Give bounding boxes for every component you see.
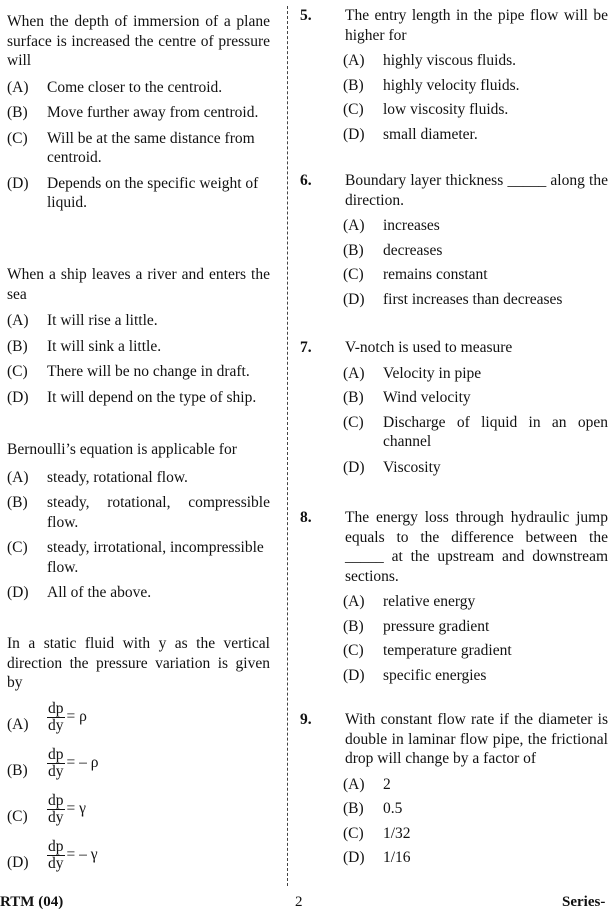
question-3-option-d[interactable]: (D) All of the above. bbox=[7, 584, 152, 601]
question-6 bbox=[300, 171, 608, 309]
question-5-option-d[interactable]: (D) small diameter. bbox=[343, 125, 478, 143]
question-9-option-c[interactable]: (C) 1/32 bbox=[343, 824, 411, 842]
question-6-option-d[interactable]: (D) first increases than decreases bbox=[343, 290, 563, 308]
question-7-number: 7. bbox=[300, 339, 312, 356]
derivative-fraction: $\frac{dp}{dy}$ bbox=[48, 745, 64, 780]
question-6-option-a[interactable]: (A) increases bbox=[343, 217, 440, 234]
question-8-option-d[interactable]: (D) specific energies bbox=[343, 666, 487, 684]
question-1 bbox=[7, 12, 270, 213]
column-divider bbox=[287, 6, 288, 886]
question-8-option-c[interactable]: (C) temperature gradient bbox=[343, 642, 512, 659]
question-1-option-c[interactable]: (C) Will be at the same distance from centroid. bbox=[7, 129, 255, 166]
question-4-option-c[interactable]: (C) $\frac{dp}{dy}$ = γ bbox=[7, 791, 86, 826]
derivative-fraction: $\frac{dp}{dy}$ bbox=[48, 699, 64, 734]
question-6-option-c[interactable]: (C) remains constant bbox=[343, 266, 488, 283]
question-2-option-c[interactable]: (C) There will be no change in draft. bbox=[7, 363, 250, 380]
question-9 bbox=[300, 710, 608, 868]
question-9-stem: With constant flow rate if the diameter is double in laminar flow pipe, the frictional drop will change by a factor of bbox=[345, 711, 608, 767]
question-8-option-a[interactable]: (A) relative energy bbox=[343, 593, 476, 610]
question-6-option-b[interactable]: (B) decreases bbox=[343, 241, 443, 259]
question-3-option-a[interactable]: (A) steady, rotational flow. bbox=[7, 468, 188, 486]
question-7-option-d[interactable]: (D) Viscosity bbox=[343, 458, 441, 476]
question-9-option-a[interactable]: (A) 2 bbox=[343, 775, 391, 793]
question-7-stem: V-notch is used to measure bbox=[345, 339, 513, 356]
question-8 bbox=[300, 508, 608, 685]
question-2-option-d[interactable]: (D) It will depend on the type of ship. bbox=[7, 388, 257, 406]
footer-series: Series- bbox=[562, 894, 606, 910]
question-9-option-b[interactable]: (B) 0.5 bbox=[343, 800, 403, 817]
question-7-option-b[interactable]: (B) Wind velocity bbox=[343, 389, 471, 406]
question-8-stem: The energy loss through hydraulic jump equals to the difference between the _____ at the upstream and downstream sections. bbox=[345, 509, 608, 585]
question-3-stem: Bernoulli’s equation is applicable for bbox=[7, 441, 237, 458]
question-8-number: 8. bbox=[300, 509, 312, 526]
question-4 bbox=[7, 634, 270, 885]
question-6-stem: Boundary layer thickness _____ along the direction. bbox=[345, 172, 608, 209]
question-8-option-b[interactable]: (B) pressure gradient bbox=[343, 617, 490, 635]
derivative-fraction: $\frac{dp}{dy}$ bbox=[48, 791, 64, 826]
question-5-number: 5. bbox=[300, 7, 312, 24]
question-4-option-b[interactable]: (B) $\frac{dp}{dy}$ = – ρ bbox=[7, 745, 99, 780]
question-9-number: 9. bbox=[300, 711, 312, 728]
question-5-option-c[interactable]: (C) low viscosity fluids. bbox=[343, 101, 509, 118]
question-5-option-a[interactable]: (A) highly viscous fluids. bbox=[343, 52, 517, 69]
question-1-stem: When the depth of immersion of a plane surface is increased the centre of pressure will bbox=[7, 13, 270, 69]
question-1-option-a[interactable]: (A) Come closer to the centroid. bbox=[7, 78, 223, 96]
question-5-stem: The entry length in the pipe flow will be higher for bbox=[345, 7, 608, 44]
question-4-stem: In a static fluid with y as the vertical direction the pressure variation is given by bbox=[7, 635, 270, 691]
question-2 bbox=[7, 265, 270, 407]
question-7-option-c[interactable]: (C) Discharge of liquid in an open channel bbox=[343, 413, 608, 450]
footer-page-number: 2 bbox=[295, 894, 303, 910]
question-3-option-b[interactable]: (B) steady, rotational, compressible flow. bbox=[7, 494, 270, 531]
question-9-option-d[interactable]: (D) 1/16 bbox=[343, 849, 411, 866]
derivative-fraction: $\frac{dp}{dy}$ bbox=[48, 837, 64, 872]
question-2-stem: When a ship leaves a river and enters the sea bbox=[7, 266, 270, 303]
question-4-option-a[interactable]: (A) $\frac{dp}{dy}$ = ρ bbox=[7, 699, 87, 734]
question-4-option-d[interactable]: (D) $\frac{dp}{dy}$ = – γ bbox=[7, 837, 98, 872]
question-1-option-b[interactable]: (B) Move further away from centroid. bbox=[7, 104, 259, 121]
question-3-option-c[interactable]: (C) steady, irrotational, incompressible flow. bbox=[7, 539, 264, 576]
question-5 bbox=[300, 6, 608, 144]
question-5-option-b[interactable]: (B) highly velocity fluids. bbox=[343, 76, 520, 94]
question-2-option-a[interactable]: (A) It will rise a little. bbox=[7, 312, 158, 329]
question-2-option-b[interactable]: (B) It will sink a little. bbox=[7, 337, 162, 355]
question-1-option-d[interactable]: (D) Depends on the specific weight of liquid. bbox=[7, 174, 259, 211]
question-7-option-a[interactable]: (A) Velocity in pipe bbox=[343, 364, 482, 382]
question-6-number: 6. bbox=[300, 172, 312, 189]
footer-paper-code: RTM (04) bbox=[0, 894, 64, 910]
question-3 bbox=[7, 440, 270, 603]
question-7 bbox=[300, 338, 608, 477]
